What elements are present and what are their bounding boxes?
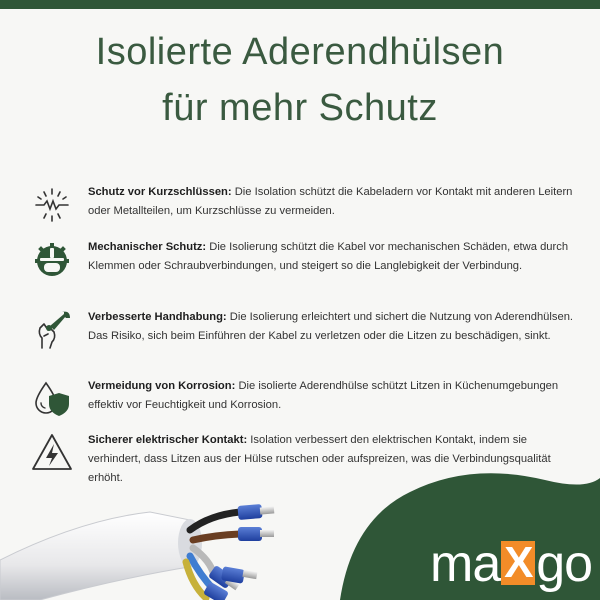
title-line-1: Isolierte Aderendhülsen — [95, 31, 505, 73]
logo-x-mark: X — [501, 541, 535, 585]
feature-title: Mechanischer Schutz: — [88, 241, 207, 253]
feature-title: Schutz vor Kurzschlüssen: — [88, 186, 232, 198]
title-line-2: für mehr Schutz — [162, 87, 438, 129]
feature-body: Die Isolation schützt die Kabeladern vor Kontakt mit anderen Leitern oder Metallteilen, um Kurzschlüsse zu vermeiden. — [88, 186, 573, 217]
logo-text-start: ma — [430, 535, 501, 593]
feature-body: Die Isolierung schützt die Kabel vor mechanischen Schäden, etwa durch Klemmen oder Schraubverbindungen, und steigert so die Langlebigkeit der Verbindung. — [88, 241, 569, 272]
feature-title: Vermeidung von Korrosion: — [88, 380, 236, 392]
feature-title: Verbesserte Handhabung: — [88, 311, 227, 323]
feature-title: Sicherer elektrischer Kontakt: — [88, 434, 248, 446]
feature-body: Die Isolierung erleichtert und sichert die Nutzung von Aderendhülsen. Das Risiko, sich beim Einführen der Kabel zu verletzen oder die Litzen zu beschädigen, sinkt. — [88, 311, 574, 342]
feature-body: Die isolierte Aderendhülse schützt Litzen in Küchenumgebungen effektiv vor Feuchtigkeit und Korrosion. — [88, 380, 559, 411]
brand-logo — [430, 534, 600, 594]
feature-body: Isolation verbessert den elektrischen Kontakt, indem sie verhindert, dass Litzen aus der Hülse rutschen oder aufspreizen, was die Verbindungsqualität erhöht. — [88, 434, 551, 484]
logo-text-end: go — [536, 535, 593, 593]
